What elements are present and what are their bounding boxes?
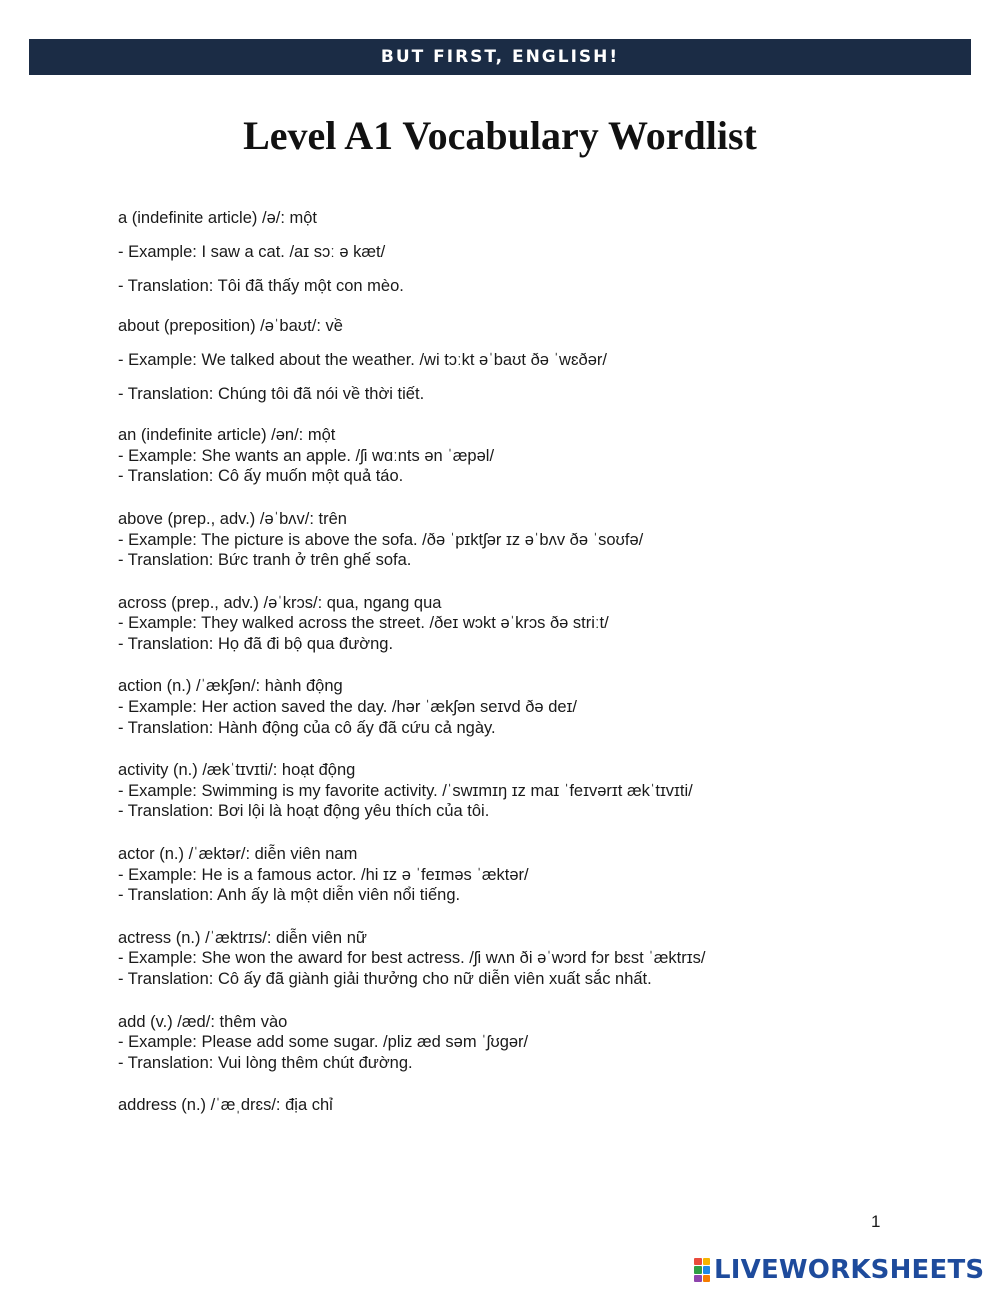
word-entry	[118, 316, 978, 405]
entry-translation: - Translation: Chúng tôi đã nói về thời tiết.	[118, 384, 425, 403]
entry-headword: across (prep., adv.) /əˈkrɔs/: qua, ngang qua	[118, 593, 442, 612]
entry-headword: activity (n.) /ækˈtɪvɪti/: hoạt động	[118, 761, 356, 780]
entry-example: - Example: Swimming is my favorite activity. /ˈswɪmɪŋ ɪz maɪ ˈfeɪvərɪt ækˈtɪvɪti/	[118, 781, 693, 800]
entry-example: - Example: She wants an apple. /ʃi wɑːnts ən ˈæpəl/	[118, 446, 495, 465]
entry-headword: actor (n.) /ˈæktər/: diễn viên nam	[118, 845, 358, 864]
entry-translation: - Translation: Tôi đã thấy một con mèo.	[118, 276, 404, 295]
entry-example: - Example: Her action saved the day. /hər ˈækʃən seɪvd ðə deɪ/	[118, 698, 578, 717]
entry-translation: - Translation: Vui lòng thêm chút đường.	[118, 1053, 413, 1072]
entry-translation: - Translation: Họ đã đi bộ qua đường.	[118, 634, 394, 653]
entry-example: - Example: The picture is above the sofa. /ðə ˈpɪktʃər ɪz əˈbʌv ðə ˈsoʊfə/	[118, 530, 644, 549]
entry-headword: about (preposition) /əˈbaʊt/: về	[118, 316, 343, 335]
entry-example: - Example: Please add some sugar. /pliz æd səm ˈʃʊgər/	[118, 1033, 529, 1052]
entry-headword: address (n.) /ˈæˌdrɛs/: địa chỉ	[118, 1096, 333, 1115]
entry-translation: - Translation: Bức tranh ở trên ghế sofa.	[118, 551, 412, 570]
entry-translation: - Translation: Anh ấy là một diễn viên nổi tiếng.	[118, 886, 461, 905]
word-entry	[118, 1012, 978, 1074]
entry-translation: - Translation: Cô ấy muốn một quả táo.	[118, 467, 404, 486]
liveworksheets-logo[interactable]	[694, 1255, 984, 1285]
entry-translation: - Translation: Hành động của cô ấy đã cứu cả ngày.	[118, 718, 496, 737]
entry-headword: an (indefinite article) /ən/: một	[118, 426, 336, 445]
entry-example: - Example: She won the award for best actress. /ʃi wʌn ði əˈwɔrd fɔr bɛst ˈæktrɪs/	[118, 949, 706, 968]
entry-example: - Example: They walked across the street. /ðeɪ wɔkt əˈkrɔs ðə striːt/	[118, 614, 609, 633]
entry-example: - Example: He is a famous actor. /hi ɪz ə ˈfeɪməs ˈæktər/	[118, 865, 529, 884]
word-entry	[118, 425, 978, 487]
word-entry	[118, 844, 978, 906]
word-entry	[118, 1095, 978, 1116]
entry-translation: - Translation: Bơi lội là hoạt động yêu thích của tôi.	[118, 802, 490, 821]
word-entry	[118, 928, 978, 990]
word-entry	[118, 593, 978, 655]
entry-example: - Example: We talked about the weather. /wi tɔːkt əˈbaʊt ðə ˈwɛðər/	[118, 350, 607, 369]
word-entry	[118, 760, 978, 822]
word-entry	[118, 509, 978, 571]
entry-headword: add (v.) /æd/: thêm vào	[118, 1012, 288, 1031]
page-number: 1	[871, 1212, 881, 1231]
banner-text: BUT FIRST, ENGLISH!	[380, 47, 620, 67]
word-entry	[118, 208, 978, 297]
entry-headword: above (prep., adv.) /əˈbʌv/: trên	[118, 509, 347, 528]
entry-headword: a (indefinite article) /ə/: một	[118, 209, 317, 227]
entry-translation: - Translation: Cô ấy đã giành giải thưởng cho nữ diễn viên xuất sắc nhất.	[118, 970, 652, 988]
liveworksheets-logo-icon	[694, 1258, 710, 1282]
entry-example: - Example: I saw a cat. /aɪ sɔː ə kæt/	[118, 242, 386, 261]
wordlist	[118, 208, 978, 1116]
page-title: Level A1 Vocabulary Wordlist	[243, 113, 757, 158]
logo-text: LIVEWORKSHEETS	[714, 1255, 985, 1285]
word-entry	[118, 676, 978, 738]
entry-headword: action (n.) /ˈækʃən/: hành động	[118, 677, 343, 696]
entry-headword: actress (n.) /ˈæktrɪs/: diễn viên nữ	[118, 928, 367, 947]
header-banner	[29, 39, 971, 75]
